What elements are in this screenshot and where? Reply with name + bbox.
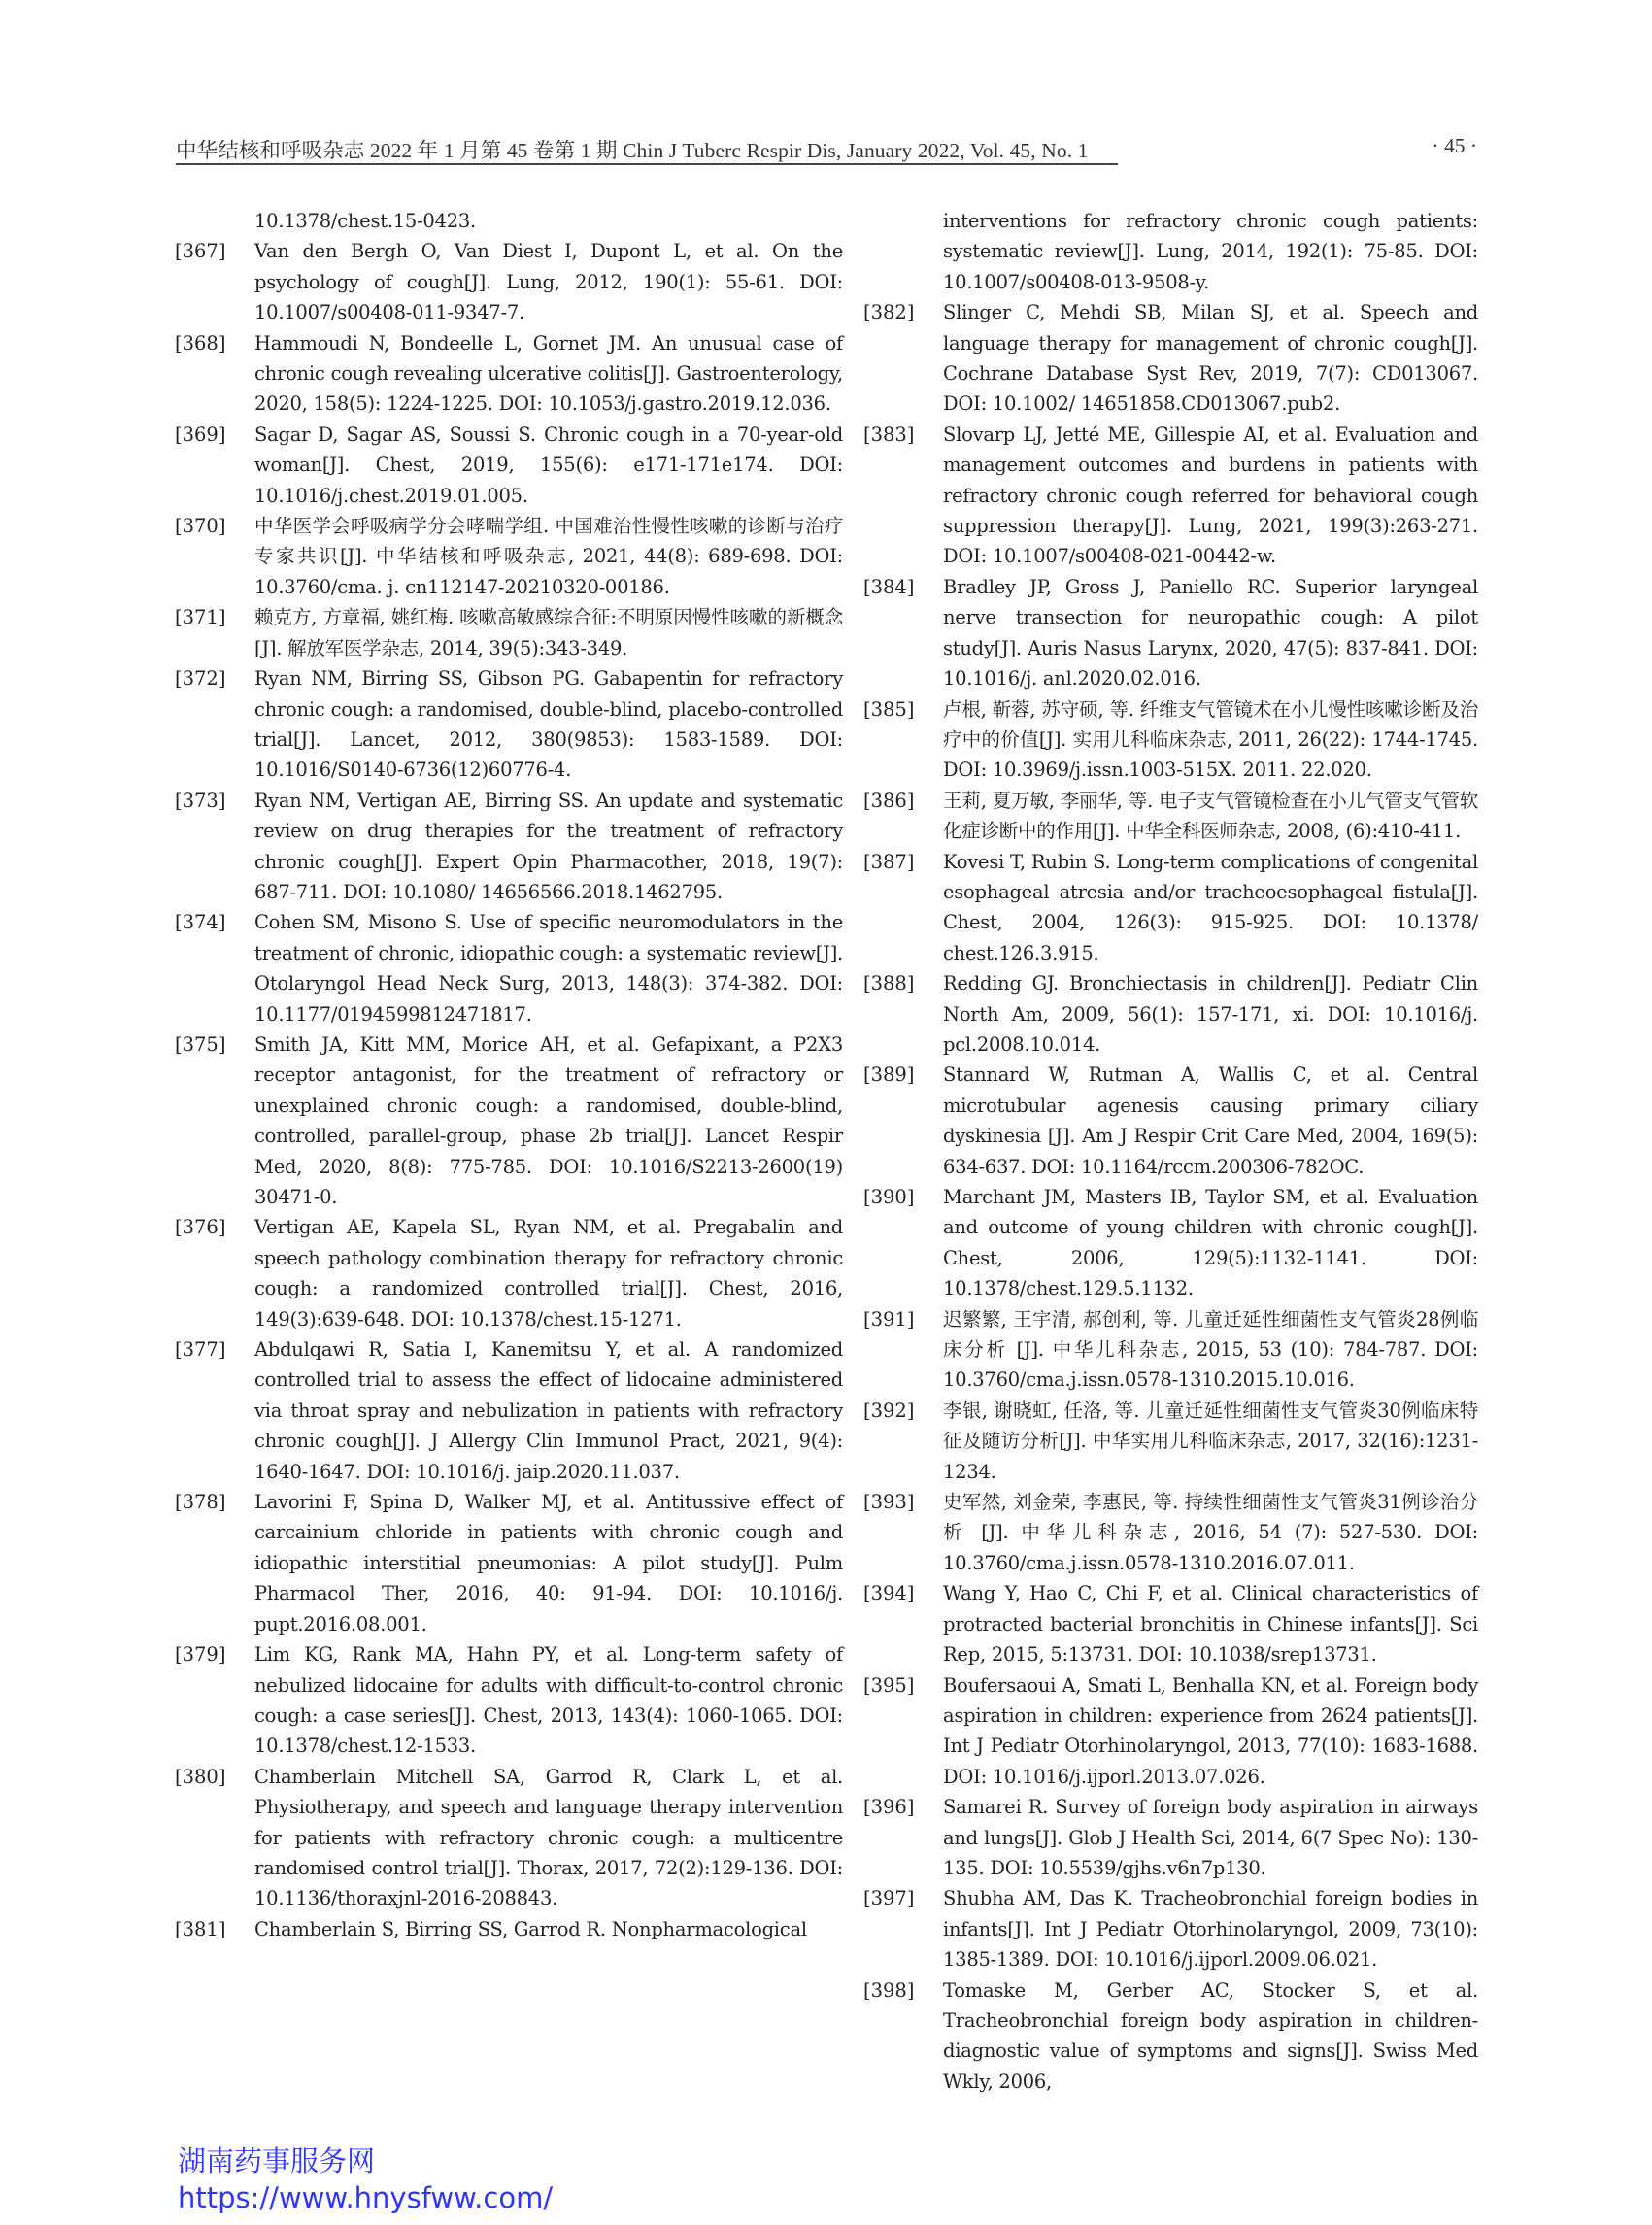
reference-text: 中华医学会呼吸病学分会哮喘学组. 中国难治性慢性咳嗽的诊断与治疗专家共识[J]. 中华结核和呼吸杂志, 2021, 44(8): 689-698. DOI: 10.3760/cma. j. cn112147-20210320-00186. [254, 515, 843, 598]
reference-number: [376] [175, 1216, 226, 1239]
reference-text: 迟繁繁, 王宇清, 郝创利, 等. 儿童迁延性细菌性支气管炎28例临床分析 [J]. 中华儿科杂志, 2015, 53 (10): 784-787. DOI: 10.3760/cma.j.issn.0578-1310.2015.10.016. [943, 1307, 1478, 1392]
reference-text: Shubha AM, Das K. Tracheobronchial foreign bodies in infants[J]. Int J Pediatr Otorhinolaryngol, 2009, 73(10): 1385-1389. DOI: 10.1016/j.ijporl.2009.06.021. [943, 1887, 1478, 1972]
reference-text: Wang Y, Hao C, Chi F, et al. Clinical characteristics of protracted bacterial bronchitis in Chinese infants[J]. Sci Rep, 2015, 5:13731. DOI: 10.1038/srep13731. [943, 1582, 1478, 1667]
reference-item [863, 572, 1478, 694]
reference-text: Cohen SM, Misono S. Use of specific neuromodulators in the treatment of chronic, idiopathic cough: a systematic review[J]. Otolaryngol Head Neck Surg, 2013, 148(3): 374-382. DOI: 10.1177/0194599812471817. [254, 911, 843, 1026]
watermark-url[interactable]: https://www.hnysfww.com/ [178, 2181, 554, 2214]
reference-item [863, 1060, 1478, 1182]
reference-number: [383] [863, 422, 915, 446]
reference-item [175, 420, 843, 511]
reference-text: Slinger C, Mehdi SB, Milan SJ, et al. Speech and language therapy for management of chronic cough[J]. Cochrane Database Syst Rev, 2019, 7(7): CD013067. DOI: 10.1002/ 14651858.CD013067.pub2. [943, 301, 1478, 416]
reference-item [863, 1975, 1478, 2098]
reference-number: [395] [863, 1673, 915, 1697]
reference-number: [391] [863, 1307, 915, 1331]
reference-number: [393] [863, 1491, 915, 1514]
reference-text: Van den Bergh O, Van Diest I, Dupont L, et al. On the psychology of cough[J]. Lung, 2012, 190(1): 55-61. DOI: 10.1007/s00408-011-9347-7. [254, 240, 843, 324]
reference-text: Lim KG, Rank MA, Hahn PY, et al. Long-term safety of nebulized lidocaine for adults with difficult-to-control chronic cough: a case series[J]. Chest, 2013, 143(4): 1060-1065. DOI: 10.1378/chest.12-1533. [254, 1643, 843, 1758]
reference-text: Ryan NM, Birring SS, Gibson PG. Gabapentin for refractory chronic cough: a randomised, double-blind, placebo-controlled trial[J]. Lancet, 2012, 380(9853): 1583-1589. DOI: 10.1016/S0140-6736(12)60776-4. [254, 667, 843, 782]
reference-text: Vertigan AE, Kapela SL, Ryan NM, et al. Pregabalin and speech pathology combination therapy for refractory chronic cough: a randomized controlled trial[J]. Chest, 2016, 149(3):639-648. DOI: 10.1378/chest.15-1271. [254, 1216, 843, 1331]
reference-number: [389] [863, 1063, 915, 1087]
reference-item [175, 236, 843, 327]
reference-text: Hammoudi N, Bondeelle L, Gornet JM. An unusual case of chronic cough revealing ulcerative colitis[J]. Gastroenterology, 2020, 158(5): 1224-1225. DOI: 10.1053/j.gastro.2019.12.036. [254, 331, 843, 416]
reference-number: [388] [863, 972, 915, 995]
reference-item [175, 602, 843, 663]
reference-number: [386] [863, 789, 915, 812]
reference-number: [373] [175, 789, 226, 812]
left-reference-column [175, 206, 843, 1944]
reference-item [863, 1396, 1478, 1487]
reference-item [175, 907, 843, 1029]
reference-text: Abdulqawi R, Satia I, Kanemitsu Y, et al. A randomized controlled trial to assess the effect of lidocaine administered via throat spray and nebulization in patients with refractory chronic cough[J]. J Allergy Clin Immunol Pract, 2021, 9(4): 1640-1647. DOI: 10.1016/j. jaip.2020.11.037. [254, 1338, 843, 1483]
header-rule [176, 163, 1118, 165]
reference-text: Chamberlain S, Birring SS, Garrod R. Nonpharmacological [254, 1917, 807, 1940]
reference-item [175, 786, 843, 908]
reference-text: Stannard W, Rutman A, Wallis C, et al. Central microtubular agenesis causing primary ciliary dyskinesia [J]. Am J Respir Crit Care Med, 2004, 169(5): 634-637. DOI: 10.1164/rccm.200306-782OC. [943, 1063, 1478, 1178]
reference-number: [384] [863, 575, 915, 598]
reference-item [175, 1914, 843, 1944]
reference-text: 卢根, 靳蓉, 苏守硕, 等. 纤维支气管镜术在小儿慢性咳嗽诊断及治疗中的价值[J]. 实用儿科临床杂志, 2011, 26(22): 1744-1745. DOI: 10.3969/j.issn.1003-515X. 2011. 22.020. [943, 697, 1478, 782]
reference-text: Marchant JM, Masters IB, Taylor SM, et al. Evaluation and outcome of young children with chronic cough[J]. Chest, 2006, 129(5):1132-1141. DOI: 10.1378/chest.129.5.1132. [943, 1186, 1478, 1300]
reference-number: [382] [863, 301, 915, 324]
reference-item [863, 968, 1478, 1060]
reference-number: [385] [863, 697, 915, 721]
reference-text: Kovesi T, Rubin S. Long-term complications of congenital esophageal atresia and/or tracheoesophageal fistula[J]. Chest, 2004, 126(3): 915-925. DOI: 10.1378/ chest.126.3.915. [943, 850, 1478, 964]
reference-number: [398] [863, 1978, 915, 2002]
reference-text: Redding GJ. Bronchiectasis in children[J]. Pediatr Clin North Am, 2009, 56(1): 157-171, xi. DOI: 10.1016/j. pcl.2008.10.014. [943, 972, 1478, 1056]
reference-text: 王莉, 夏万敏, 李丽华, 等. 电子支气管镜检查在小儿气管支气管软化症诊断中的作用[J]. 中华全科医师杂志, 2008, (6):410-411. [943, 789, 1478, 843]
reference-text: 10.1378/chest.15-0423. [254, 210, 476, 232]
reference-item [863, 1792, 1478, 1883]
reference-text: 赖克方, 方章福, 姚红梅. 咳嗽高敏感综合征:不明原因慢性咳嗽的新概念[J]. 解放军医学杂志, 2014, 39(5):343-349. [254, 606, 843, 659]
reference-number: [372] [175, 667, 226, 691]
reference-text: Smith JA, Kitt MM, Morice AH, et al. Gefapixant, a P2X3 receptor antagonist, for the treatment of refractory or unexplained chronic cough: a randomised, double-blind, controlled, parallel-group, phase 2b trial[J]. Lancet Respir Med, 2020, 8(8): 775-785. DOI: 10.1016/S2213-2600(19) 30471-0. [254, 1032, 843, 1208]
reference-item [175, 1487, 843, 1639]
reference-item [863, 1578, 1478, 1669]
reference-number: [381] [175, 1917, 226, 1940]
reference-text: Boufersaoui A, Smati L, Benhalla KN, et al. Foreign body aspiration in children: experience from 2624 patients[J]. Int J Pediatr Otorhinolaryngol, 2013, 77(10): 1683-1688. DOI: 10.1016/j.ijporl.2013.07.026. [943, 1673, 1478, 1788]
reference-item [863, 297, 1478, 420]
reference-number: [397] [863, 1887, 915, 1910]
reference-item [175, 1212, 843, 1334]
reference-text: Bradley JP, Gross J, Paniello RC. Superior laryngeal nerve transection for neuropathic cough: A pilot study[J]. Auris Nasus Larynx, 2020, 47(5): 837-841. DOI: 10.1016/j. anl.2020.02.016. [943, 575, 1478, 691]
reference-text: Chamberlain Mitchell SA, Garrod R, Clark L, et al. Physiotherapy, and speech and language therapy intervention for patients with refractory chronic cough: a multicentre randomised control trial[J]. Thorax, 2017, 72(2):129-136. DOI: 10.1136/thoraxjnl-2016-208843. [254, 1765, 843, 1910]
reference-item [863, 1883, 1478, 1974]
reference-number: [369] [175, 422, 226, 446]
page-number: · 45 · [1432, 134, 1477, 157]
reference-number: [392] [863, 1399, 915, 1422]
reference-item [175, 1639, 843, 1762]
reference-item [863, 420, 1478, 572]
reference-number: [396] [863, 1796, 915, 1819]
reference-item [863, 847, 1478, 969]
reference-number: [378] [175, 1491, 226, 1514]
reference-item [175, 1762, 843, 1914]
reference-text: Slovarp LJ, Jetté ME, Gillespie AI, et al. Evaluation and management outcomes and burdens in patients with refractory chronic cough referred for behavioral cough suppression therapy[J]. Lung, 2021, 199(3):263-271. DOI: 10.1007/s00408-021-00442-w. [943, 422, 1478, 568]
right-reference-column [863, 206, 1478, 2097]
reference-item [175, 1029, 843, 1212]
reference-item [863, 694, 1478, 786]
reference-text: Sagar D, Sagar AS, Soussi S. Chronic cough in a 70-year-old woman[J]. Chest, 2019, 155(6): e171-171e174. DOI: 10.1016/j.chest.2019.01.005. [254, 422, 843, 507]
reference-item [863, 1182, 1478, 1304]
reference-text: Ryan NM, Vertigan AE, Birring SS. An update and systematic review on drug therapies for the treatment of refractory chronic cough[J]. Expert Opin Pharmacother, 2018, 19(7): 687-711. DOI: 10.1080/ 14656566.2018.1462795. [254, 789, 843, 903]
reference-item [863, 1670, 1478, 1793]
reference-item [175, 1334, 843, 1487]
running-header [176, 134, 1477, 163]
reference-number: [375] [175, 1032, 226, 1056]
reference-text: interventions for refractory chronic cough patients: systematic review[J]. Lung, 2014, 192(1): 75-85. DOI: 10.1007/s00408-013-9508-y. [943, 210, 1478, 293]
reference-text: Tomaske M, Gerber AC, Stocker S, et al. Tracheobronchial foreign body aspiration in children-diagnostic value of symptoms and signs[J]. Swiss Med Wkly, 2006, [943, 1978, 1478, 2093]
reference-item [175, 328, 843, 420]
reference-number: [370] [175, 515, 226, 538]
reference-item [175, 663, 843, 786]
reference-number: [380] [175, 1765, 226, 1788]
reference-number: [390] [863, 1186, 915, 1208]
reference-text: 史军然, 刘金荣, 李惠民, 等. 持续性细菌性支气管炎31例诊治分析 [J]. 中华儿科杂志, 2016, 54 (7): 527-530. DOI: 10.3760/cma.j.issn.0578-1310.2016.07.011. [943, 1491, 1478, 1574]
reference-number: [379] [175, 1643, 226, 1667]
reference-text: Samarei R. Survey of foreign body aspiration in airways and lungs[J]. Glob J Health Sci, 2014, 6(7 Spec No): 130-135. DOI: 10.5539/gjhs.v6n7p130. [943, 1796, 1478, 1879]
reference-number: [394] [863, 1582, 915, 1605]
reference-text: Lavorini F, Spina D, Walker MJ, et al. Antitussive effect of carcainium chloride in patients with chronic cough and idiopathic interstitial pneumonias: A pilot study[J]. Pulm Pharmacol Ther, 2016, 40: 91-94. DOI: 10.1016/j. pupt.2016.08.001. [254, 1491, 843, 1635]
watermark [178, 2142, 553, 2216]
reference-text: 李银, 谢晓虹, 任洛, 等. 儿童迁延性细菌性支气管炎30例临床特征及随访分析[J]. 中华实用儿科临床杂志, 2017, 32(16):1231-1234. [943, 1399, 1478, 1483]
reference-number: [371] [175, 606, 226, 629]
journal-citation: 中华结核和呼吸杂志 2022 年 1 月第 45 卷第 1 期 Chin J Tuberc Respir Dis, January 2022, Vol. 45, No. 1 [176, 139, 1089, 162]
watermark-site-name: 湖南药事服务网 [178, 2144, 376, 2177]
reference-continuation [863, 206, 1478, 297]
reference-number: [368] [175, 331, 226, 354]
reference-item [175, 511, 843, 602]
reference-continuation [175, 206, 843, 236]
reference-item [863, 786, 1478, 847]
reference-number: [374] [175, 911, 226, 934]
reference-item [863, 1304, 1478, 1396]
reference-number: [387] [863, 850, 915, 873]
reference-number: [377] [175, 1338, 226, 1362]
reference-item [863, 1487, 1478, 1578]
reference-number: [367] [175, 240, 226, 263]
